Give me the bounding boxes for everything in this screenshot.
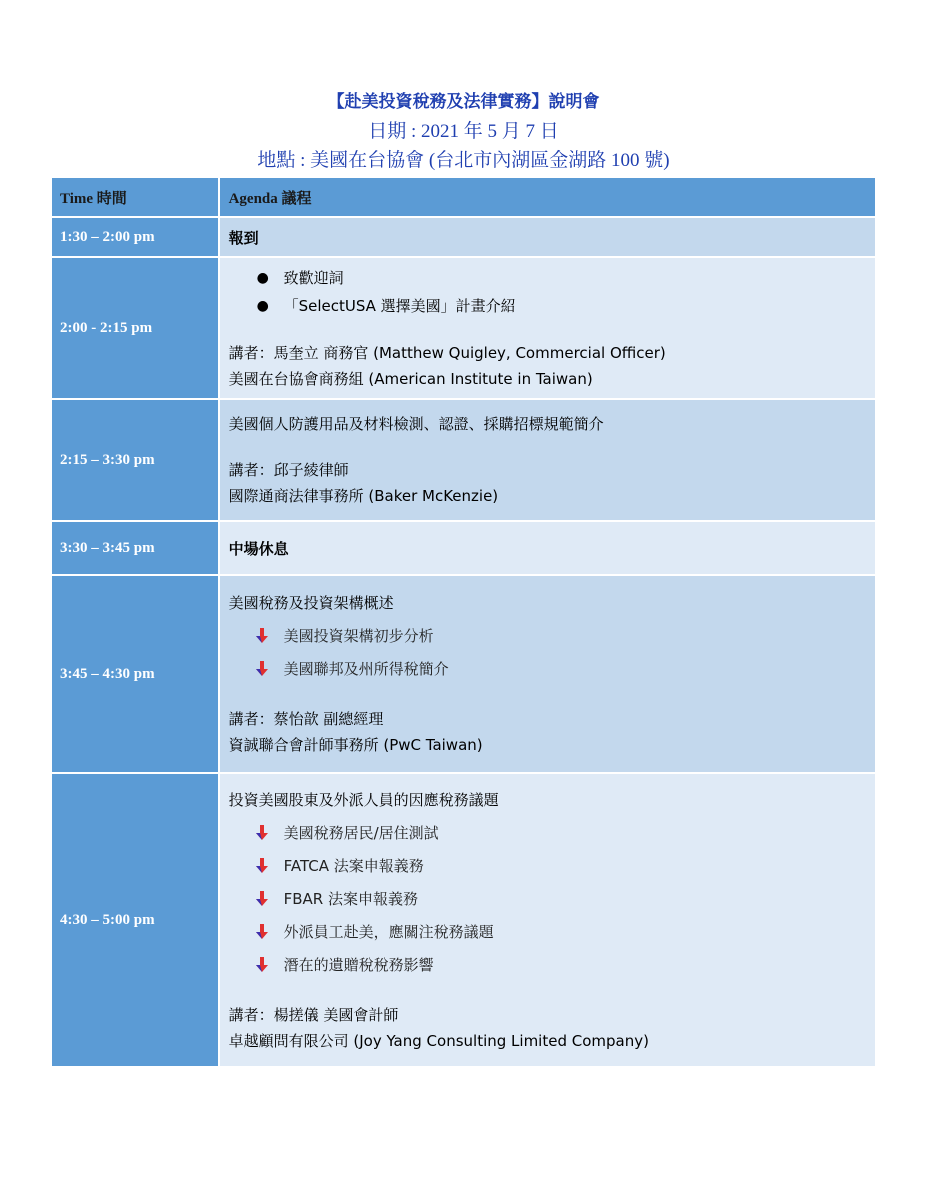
down-arrow-bullet-icon xyxy=(255,661,269,677)
event-date: 日期 : 2021 年 5 月 7 日 xyxy=(368,121,559,142)
bullet-dot-icon: ● xyxy=(256,270,269,286)
agenda-cell xyxy=(220,258,875,400)
table-row xyxy=(52,774,875,1068)
down-arrow-bullet-icon xyxy=(255,858,269,874)
list-item: 潛在的遺贈稅稅務影響 xyxy=(229,949,875,982)
list-item: 美國稅務居民/居住測試 xyxy=(229,817,875,850)
agenda-cell xyxy=(220,774,875,1068)
list-item: 外派員工赴美，應關注稅務議題 xyxy=(229,916,875,949)
agenda-table xyxy=(52,178,875,1068)
agenda-topic: 投資美國股東及外派人員的因應稅務議題 xyxy=(228,790,499,809)
time-cell: 3:45 – 4:30 pm xyxy=(52,576,220,774)
list-item: ● 致歡迎詞 xyxy=(229,264,875,292)
agenda-topic: 美國個人防護用品及材料檢測、認證、採購招標規範簡介 xyxy=(228,415,604,433)
time-cell: 3:30 – 3:45 pm xyxy=(52,522,220,576)
speaker-line: 講者：邱子綾律師 xyxy=(228,461,349,479)
page-header xyxy=(0,88,927,175)
speaker-org: 資誠聯合會計師事務所 (PwC Taiwan) xyxy=(228,736,483,754)
down-arrow-bullet-icon xyxy=(255,891,269,907)
agenda-column-header: Agenda 議程 xyxy=(220,178,875,218)
table-row xyxy=(52,218,875,258)
table-row xyxy=(52,400,875,522)
speaker-org: 卓越顧問有限公司 (Joy Yang Consulting Limited Company) xyxy=(228,1031,649,1050)
time-cell: 4:30 – 5:00 pm xyxy=(52,774,220,1068)
agenda-cell xyxy=(220,400,875,522)
speaker-org: 美國在台協會商務組 (American Institute in Taiwan) xyxy=(228,370,593,388)
down-arrow-bullet-icon xyxy=(255,825,269,841)
time-cell: 2:15 – 3:30 pm xyxy=(52,400,220,522)
down-arrow-bullet-icon xyxy=(255,628,269,644)
speaker-line: 講者：楊搓儀 美國會計師 xyxy=(228,1005,399,1024)
list-item: ● 「SelectUSA 選擇美國」計畫介紹 xyxy=(229,292,875,320)
list-item: FATCA 法案申報義務 xyxy=(229,850,875,883)
speaker-line: 講者：馬奎立 商務官 (Matthew Quigley, Commercial Officer) xyxy=(228,344,666,362)
speaker-org: 國際通商法律事務所 (Baker McKenzie) xyxy=(228,487,499,505)
time-cell: 1:30 – 2:00 pm xyxy=(52,218,220,258)
agenda-topic: 美國稅務及投資架構概述 xyxy=(228,594,394,612)
agenda-title: 報到 xyxy=(228,228,259,247)
time-cell: 2:00 - 2:15 pm xyxy=(52,258,220,400)
bullet-list xyxy=(229,264,875,320)
arrow-list xyxy=(229,817,875,982)
list-item: 美國投資架構初步分析 xyxy=(229,620,875,653)
event-title: 【赴美投資稅務及法律實務】說明會 xyxy=(327,92,600,112)
down-arrow-bullet-icon xyxy=(255,924,269,940)
arrow-list xyxy=(229,620,875,686)
agenda-cell xyxy=(220,218,875,258)
bullet-dot-icon: ● xyxy=(256,298,269,314)
time-column-header: Time 時間 xyxy=(52,178,220,218)
list-item: FBAR 法案申報義務 xyxy=(229,883,875,916)
list-item: 美國聯邦及州所得稅簡介 xyxy=(229,653,875,686)
agenda-cell xyxy=(220,576,875,774)
table-row xyxy=(52,576,875,774)
agenda-cell xyxy=(220,522,875,576)
speaker-line: 講者：蔡怡歆 副總經理 xyxy=(228,710,384,728)
table-row xyxy=(52,258,875,400)
agenda-title: 中場休息 xyxy=(228,539,289,558)
table-header-row xyxy=(52,178,875,218)
event-location: 地點 : 美國在台協會 (台北市內湖區金湖路 100 號) xyxy=(257,150,670,171)
down-arrow-bullet-icon xyxy=(255,957,269,973)
table-row xyxy=(52,522,875,576)
